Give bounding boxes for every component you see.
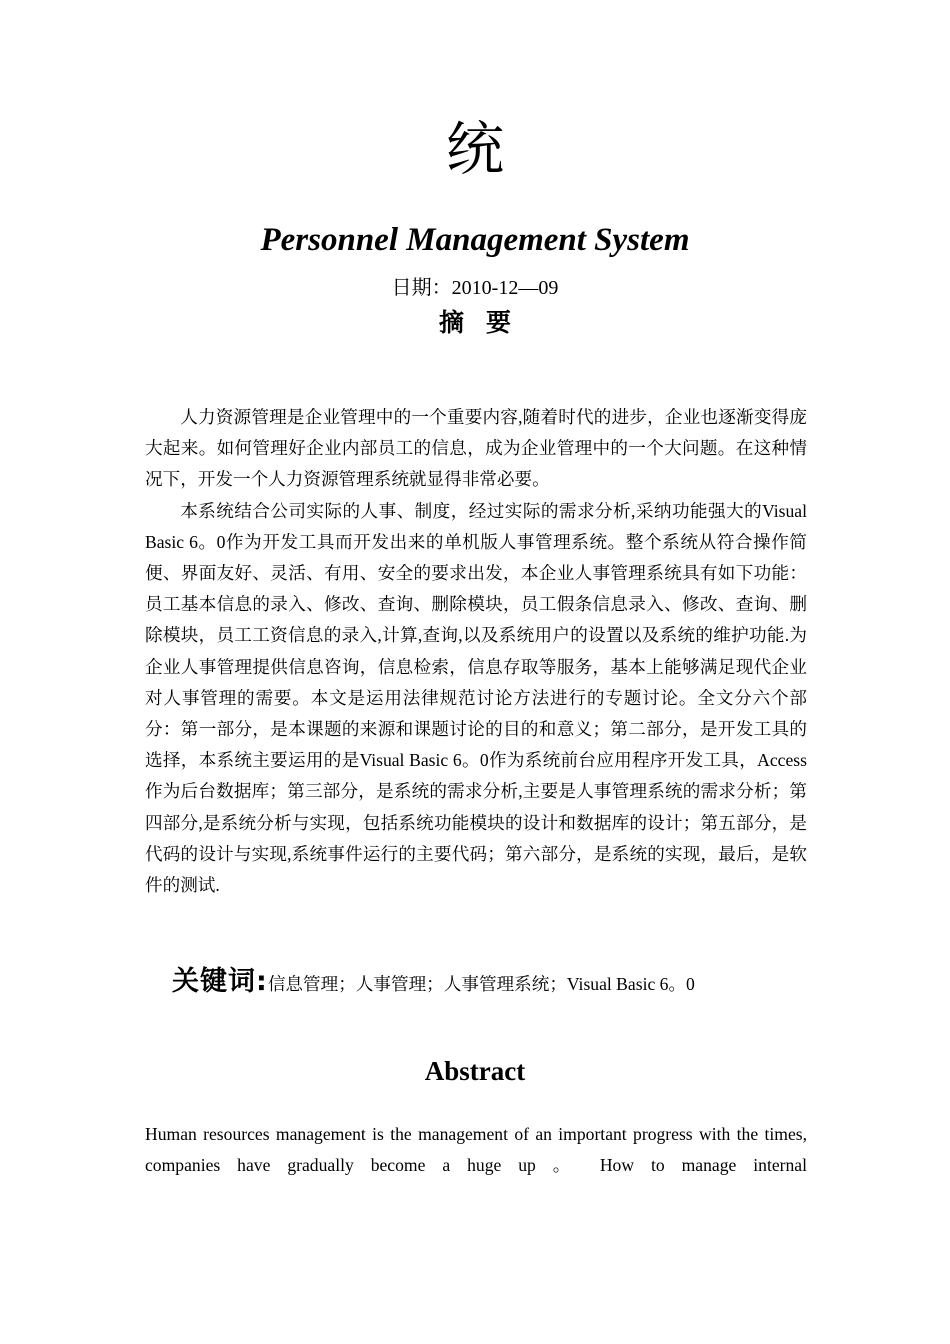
keywords-text: 信息管理；人事管理；人事管理系统；Visual Basic 6。0 (267, 974, 695, 994)
abstract-chinese-heading: 摘要 (438, 310, 533, 337)
title-chinese: 统 (445, 117, 504, 182)
abstract-english-heading: Abstract (424, 1056, 526, 1086)
title-english: Personnel Management System (260, 222, 690, 258)
abstract-chinese-body (145, 402, 807, 901)
abstract-english-body (145, 1119, 807, 1181)
abstract-english-paragraph: Human resources management is the management of an important progress with the times, companies have gradually become a huge up 。 How to manage internal (145, 1124, 807, 1176)
date-line: 日期：2010-12—09 (391, 277, 559, 299)
abstract-paragraph: 本系统结合公司实际的人事、制度，经过实际的需求分析,采纳功能强大的Visual Basic 6。0作为开发工具而开发出来的单机版人事管理系统。整个系统从符合操作简便、界面友好、灵活、有用、安全的要求出发，本企业人事管理系统具有如下功能：员工基本信息的录入、修改、查询、删除模块，员工假条信息录入、修改、查询、删除模块，员工工资信息的录入,计算,查询,以及系统用户的设置以及系统的维护功能.为企业人事管理提供信息咨询，信息检索，信息存取等服务，基本上能够满足现代企业对人事管理的需要。本文是运用法律规范讨论方法进行的专题讨论。全文分六个部分：第一部分，是本课题的来源和课题讨论的目的和意义；第二部分，是开发工具的选择，本系统主要运用的是Visual Basic 6。0作为系统前台应用程序开发工具，Access作为后台数据库；第三部分，是系统的需求分析,主要是人事管理系统的需求分析；第四部分,是系统分析与实现，包括系统功能模块的设计和数据库的设计；第五部分，是代码的设计与实现,系统事件运行的主要代码；第六部分，是系统的实现，最后，是软件的测试. (145, 500, 807, 896)
keywords-line (172, 962, 872, 1004)
abstract-paragraph: 人力资源管理是企业管理中的一个重要内容,随着时代的进步，企业也逐渐变得庞大起来。如何管理好企业内部员工的信息，成为企业管理中的一个大问题。在这种情况下，开发一个人力资源管理系统就显得非常必要。 (145, 407, 807, 490)
keywords-label: 关键词: (172, 966, 268, 997)
